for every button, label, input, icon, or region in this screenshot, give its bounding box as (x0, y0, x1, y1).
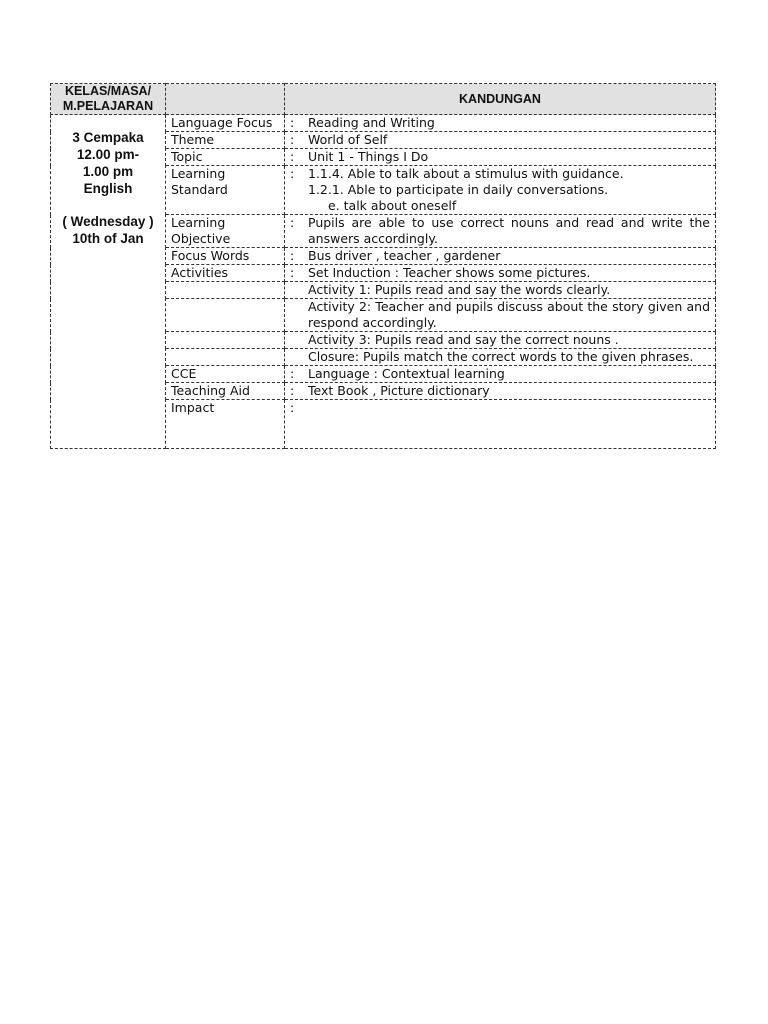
row-content-line: Reading and Writing (308, 115, 435, 130)
subject: English (83, 181, 133, 196)
row-label: Learning Objective (166, 215, 285, 248)
row-content (308, 400, 710, 416)
row-label (166, 349, 285, 366)
row-content-cell (285, 383, 716, 400)
row-content-cell (285, 149, 716, 166)
header-kelas-masa (51, 84, 166, 115)
row-content-cell (285, 248, 716, 265)
row-colon: : (290, 149, 295, 164)
row-content-cell (285, 282, 716, 299)
header-kelas-line-2: M.PELAJARAN (62, 99, 154, 113)
row-content-line (308, 400, 710, 416)
lesson-plan-sheet (50, 83, 715, 449)
row-colon (290, 299, 308, 331)
row-colon (290, 282, 308, 298)
gap (56, 197, 160, 213)
time-end: 1.00 pm (82, 164, 134, 179)
class-info-cell (51, 115, 166, 449)
row-content-line: Pupils are able to use correct nouns and read and write the answers accordingly. (308, 215, 710, 246)
row-content-cell (285, 166, 716, 215)
row-colon: : (290, 215, 295, 230)
table-header-row (51, 84, 716, 115)
row-label: CCE (166, 366, 285, 383)
row-content (308, 215, 710, 247)
row-colon: : (290, 265, 295, 280)
row-content-line: Language : Contextual learning (308, 366, 505, 381)
row-content (308, 166, 710, 214)
row-label: Language Focus (166, 115, 285, 132)
row-content-line: World of Self (308, 132, 388, 147)
lesson-plan-table (50, 83, 716, 449)
row-content-line: Unit 1 - Things I Do (308, 149, 429, 164)
row-label: Learning Standard (166, 166, 285, 215)
row-colon: : (290, 115, 295, 130)
row-colon (290, 332, 308, 348)
row-content (308, 332, 710, 348)
row-label: Topic (166, 149, 285, 166)
row-label: Impact (166, 400, 285, 449)
row-content (308, 265, 710, 281)
row-content-line: Closure: Pupils match the correct words to the given phrases. (308, 349, 694, 364)
row-content-cell (285, 115, 716, 132)
row-content (308, 132, 710, 148)
row-label: Theme (166, 132, 285, 149)
row-label: Teaching Aid (166, 383, 285, 400)
row-label (166, 332, 285, 349)
day: ( Wednesday ) (62, 214, 154, 229)
date: 10th of Jan (72, 231, 144, 246)
row-content-line: Activity 3: Pupils read and say the correct nouns . (308, 332, 619, 347)
row-content (308, 282, 710, 298)
row-label: Focus Words (166, 248, 285, 265)
row-content-cell (285, 132, 716, 149)
header-kandungan: KANDUNGAN (285, 84, 716, 115)
row-content-cell (285, 265, 716, 282)
row-content-cell (285, 349, 716, 366)
row-content-cell (285, 215, 716, 248)
row-colon: : (290, 400, 295, 415)
row-label (166, 299, 285, 332)
row-label (166, 282, 285, 299)
row-content-cell (285, 400, 716, 449)
row-content-line: Activity 2: Teacher and pupils discuss about the story given and respond accordingly. (308, 299, 710, 330)
header-blank (166, 84, 285, 115)
row-content-line: Set Induction : Teacher shows some pictures. (308, 265, 591, 280)
row-content-cell (285, 332, 716, 349)
row-content (308, 366, 710, 382)
row-content-cell (285, 366, 716, 383)
row-content-cell (285, 299, 716, 332)
row-content (308, 248, 710, 264)
row-content (308, 149, 710, 165)
row-colon: : (290, 166, 295, 181)
row-content (308, 349, 710, 365)
row-content-line: 1.1.4. Able to talk about a stimulus with guidance. (308, 166, 624, 181)
row-content (308, 299, 710, 331)
row-colon: : (290, 248, 295, 263)
row-content-line: 1.2.1. Able to participate in daily conversations. (308, 182, 609, 197)
lesson-plan-body (51, 115, 716, 449)
row-colon: : (290, 132, 295, 147)
row-colon: : (290, 366, 295, 381)
row-colon (290, 349, 308, 365)
row-content (308, 383, 710, 399)
time-start: 12.00 pm- (76, 147, 140, 162)
row-content-subline: e. talk about oneself (328, 198, 457, 213)
row-colon: : (290, 383, 295, 398)
header-kelas-line-1: KELAS/MASA/ (64, 84, 152, 98)
row-content-line: Text Book , Picture dictionary (308, 383, 490, 398)
table-row (51, 115, 716, 132)
row-content-line: Bus driver , teacher , gardener (308, 248, 501, 263)
row-content-line: Activity 1: Pupils read and say the words clearly. (308, 282, 611, 297)
row-label: Activities (166, 265, 285, 282)
row-content (308, 115, 710, 131)
class-name: 3 Cempaka (72, 130, 144, 145)
